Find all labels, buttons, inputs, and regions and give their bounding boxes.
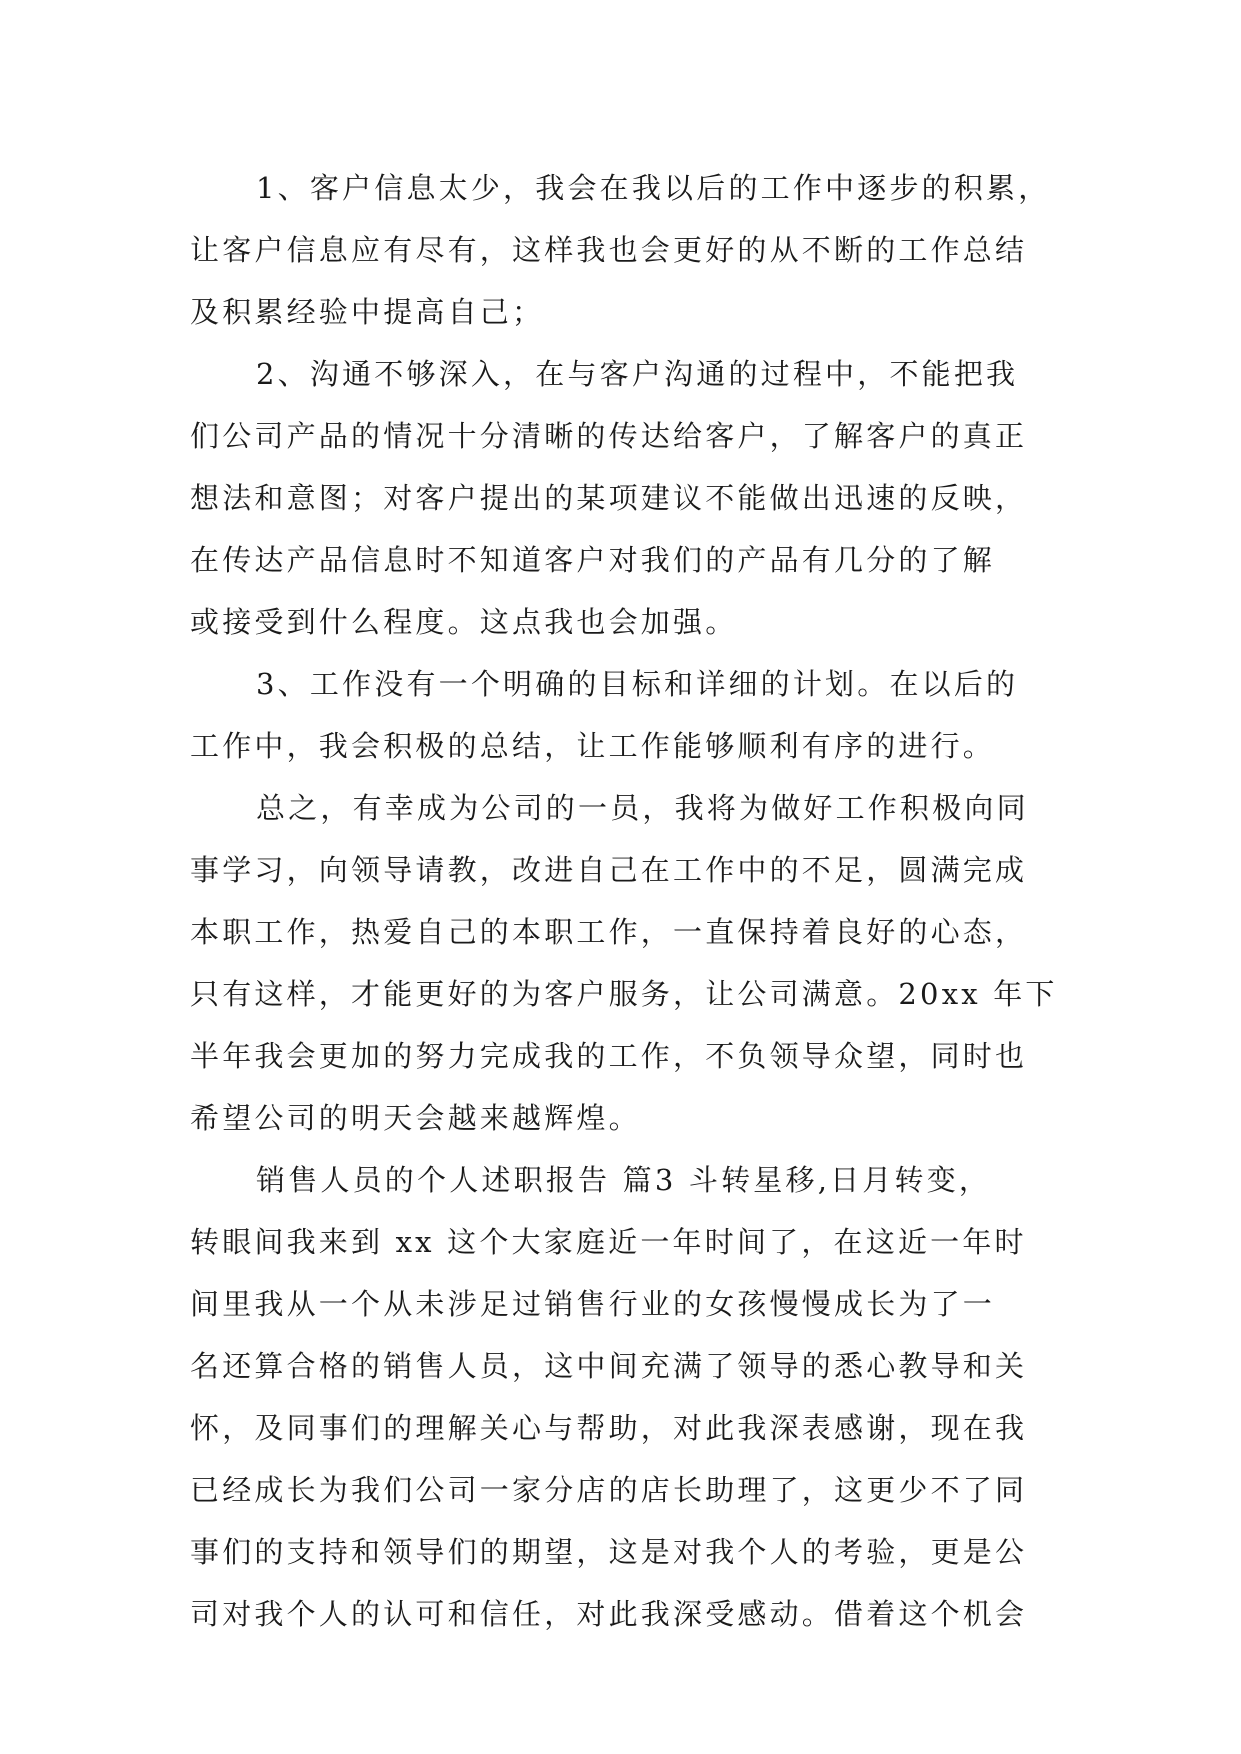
text-line: 让客户信息应有尽有，这样我也会更好的从不断的工作总结 <box>190 233 1028 267</box>
text-line: 转眼间我来到 xx 这个大家庭近一年时间了，在这近一年时 <box>190 1225 1027 1259</box>
text-line: 间里我从一个从未涉足过销售行业的女孩慢慢成长为了一 <box>190 1287 996 1321</box>
text-line: 怀，及同事们的理解关心与帮助，对此我深表感谢，现在我 <box>190 1411 1028 1445</box>
text-line: 只有这样，才能更好的为客户服务，让公司满意。20xx 年下 <box>190 977 1058 1011</box>
text-line: 或接受到什么程度。这点我也会加强。 <box>190 605 738 639</box>
text-line: 们公司产品的情况十分清晰的传达给客户，了解客户的真正 <box>190 419 1028 453</box>
text-line: 事们的支持和领导们的期望，这是对我个人的考验，更是公 <box>190 1535 1028 1569</box>
text-line: 总之，有幸成为公司的一员，我将为做好工作积极向同 <box>256 791 1029 825</box>
text-line: 本职工作，热爱自己的本职工作，一直保持着良好的心态， <box>190 915 1028 949</box>
text-line: 工作中，我会积极的总结，让工作能够顺利有序的进行。 <box>190 729 996 763</box>
text-line: 想法和意图；对客户提出的某项建议不能做出迅速的反映， <box>190 481 1028 515</box>
text-line: 2、沟通不够深入，在与客户沟通的过程中，不能把我 <box>256 357 1019 391</box>
section-heading-line: 销售人员的个人述职报告 篇3 斗转星移,日月转变， <box>256 1163 992 1197</box>
text-line: 3、工作没有一个明确的目标和详细的计划。在以后的 <box>256 667 1019 701</box>
text-line: 及积累经验中提高自己； <box>190 295 545 329</box>
text-line: 在传达产品信息时不知道客户对我们的产品有几分的了解 <box>190 543 996 577</box>
text-line: 名还算合格的销售人员，这中间充满了领导的悉心教导和关 <box>190 1349 1028 1383</box>
text-line: 希望公司的明天会越来越辉煌。 <box>190 1101 641 1135</box>
text-line: 司对我个人的认可和信任，对此我深受感动。借着这个机会 <box>190 1597 1028 1631</box>
text-line: 事学习，向领导请教，改进自己在工作中的不足，圆满完成 <box>190 853 1028 887</box>
text-line: 1、客户信息太少，我会在我以后的工作中逐步的积累， <box>256 171 1051 205</box>
text-line: 已经成长为我们公司一家分店的店长助理了，这更少不了同 <box>190 1473 1028 1507</box>
text-line: 半年我会更加的努力完成我的工作，不负领导众望，同时也 <box>190 1039 1028 1073</box>
document-body <box>190 157 1060 1645</box>
